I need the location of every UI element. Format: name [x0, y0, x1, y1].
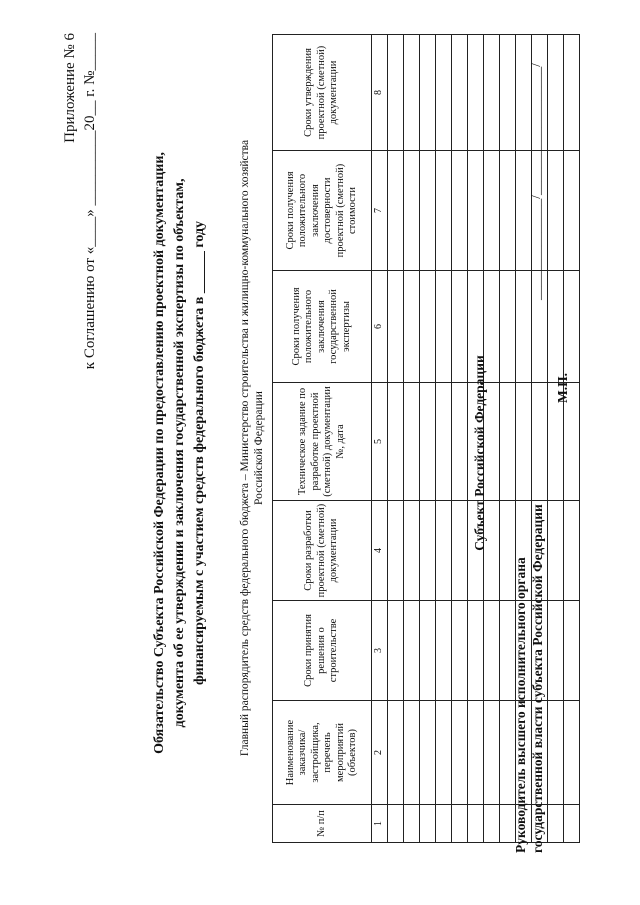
table-row [387, 34, 403, 842]
table-cell [403, 270, 419, 382]
table-cell [419, 270, 435, 382]
table-cell [419, 34, 435, 150]
table-cell [419, 700, 435, 804]
table-cell [451, 804, 467, 842]
table-cell [563, 700, 579, 804]
table-cell [451, 700, 467, 804]
table-cell [451, 150, 467, 270]
column-number: 7 [372, 150, 388, 270]
document-sheet [20, 23, 620, 883]
table-cell [531, 382, 547, 500]
column-number: 6 [372, 270, 388, 382]
table-cell [547, 600, 563, 700]
table-cell [515, 382, 531, 500]
title-line-2: документа об ее утверждении и заключения государственной экспертизы по объектам, [172, 178, 187, 727]
table-cell [403, 34, 419, 150]
table-cell [419, 382, 435, 500]
table-cell [563, 270, 579, 382]
table-cell [419, 804, 435, 842]
table-cell [403, 150, 419, 270]
column-number: 4 [372, 500, 388, 600]
table-cell [547, 700, 563, 804]
table-cell [403, 382, 419, 500]
column-number: 2 [372, 700, 388, 804]
table-cell [435, 600, 451, 700]
table-row [547, 34, 563, 842]
table-cell [419, 600, 435, 700]
header-cell: Сроки принятия решения о строительстве [273, 600, 372, 700]
table-cell [419, 150, 435, 270]
header-cell: Наименование заказчика/застройщика, перечень мероприятий (объектов) [273, 700, 372, 804]
table-cell [387, 500, 403, 600]
table-cell [547, 500, 563, 600]
head-of-executive-body [512, 504, 546, 853]
table-cell [387, 600, 403, 700]
table-cell [563, 804, 579, 842]
column-number: 1 [372, 804, 388, 842]
table-cell [547, 34, 563, 150]
header-cell: Сроки разработки проектной (сметной) документации [273, 500, 372, 600]
column-number: 8 [372, 34, 388, 150]
header-cell: Сроки получения положительного заключения достоверности проектной (сметной) стоимости [273, 150, 372, 270]
column-number-row [372, 34, 388, 842]
table-row [419, 34, 435, 842]
table-cell [387, 382, 403, 500]
table-cell [451, 500, 467, 600]
table-cell [547, 804, 563, 842]
header-cell: Сроки получения положительного заключения государственной экспертизы [273, 270, 372, 382]
subject-label: Субъект Российской Федерации [472, 354, 487, 551]
table-cell [451, 382, 467, 500]
table-cell [451, 270, 467, 382]
table-cell [563, 150, 579, 270]
table-cell [435, 382, 451, 500]
table-row [435, 34, 451, 842]
table-row [403, 34, 419, 842]
table-cell [563, 34, 579, 150]
table-cell [435, 270, 451, 382]
table-cell [563, 600, 579, 700]
table-cell [387, 270, 403, 382]
column-number: 3 [372, 600, 388, 700]
table-cell [403, 804, 419, 842]
table-header-row [273, 34, 372, 842]
table-row [451, 34, 467, 842]
table-cell [387, 804, 403, 842]
header-cell: № п/п [273, 804, 372, 842]
head-line-2: государственной власти субъекта Российской Федерации [530, 503, 545, 853]
table-cell [387, 700, 403, 804]
budget-manager-line-1: Главный распорядитель средств федерального бюджета – Министерство строительства и жилищно-коммунального хозяйства [239, 139, 251, 756]
title-line-1: Обязательство Субъекта Российской Федерации по предоставлению проектной документации, [152, 151, 167, 754]
table-cell [547, 150, 563, 270]
table-cell [403, 700, 419, 804]
annex-number: Приложение № 6 [62, 32, 78, 143]
signature-line: _______________/___________________/ [528, 62, 543, 300]
stamp-place: М.П. [555, 372, 570, 403]
header-cell: Сроки утверждения проектной (сметной) документации [273, 34, 372, 150]
table-cell [403, 500, 419, 600]
table-cell [435, 804, 451, 842]
title-line-3: финансируемым с участием средств федерального бюджета в ______ году [192, 220, 207, 685]
table-row [563, 34, 579, 842]
table-cell [387, 34, 403, 150]
table-cell [435, 500, 451, 600]
table-cell [499, 150, 515, 270]
table-cell [451, 600, 467, 700]
table-cell [451, 34, 467, 150]
table-cell [419, 500, 435, 600]
header-cell: Техническое задание по разработке проектной (сметной) документации №, дата [273, 382, 372, 500]
annex-agreement-ref: к Соглашению от «____» __________20__ г. №_____ [82, 32, 98, 369]
table-cell [547, 270, 563, 382]
budget-manager [238, 73, 266, 823]
head-line-1: Руководитель высшего исполнительного органа [513, 556, 528, 853]
table-cell [563, 500, 579, 600]
table-cell [499, 34, 515, 150]
table-cell [403, 600, 419, 700]
annex-header [60, 33, 100, 369]
table-cell [435, 150, 451, 270]
document-title [150, 63, 210, 843]
budget-manager-line-2: Российской Федерации [253, 390, 265, 505]
table-cell [387, 150, 403, 270]
column-number: 5 [372, 382, 388, 500]
table-cell [435, 700, 451, 804]
table-cell [435, 34, 451, 150]
table-cell [499, 270, 515, 382]
table-cell [499, 382, 515, 500]
